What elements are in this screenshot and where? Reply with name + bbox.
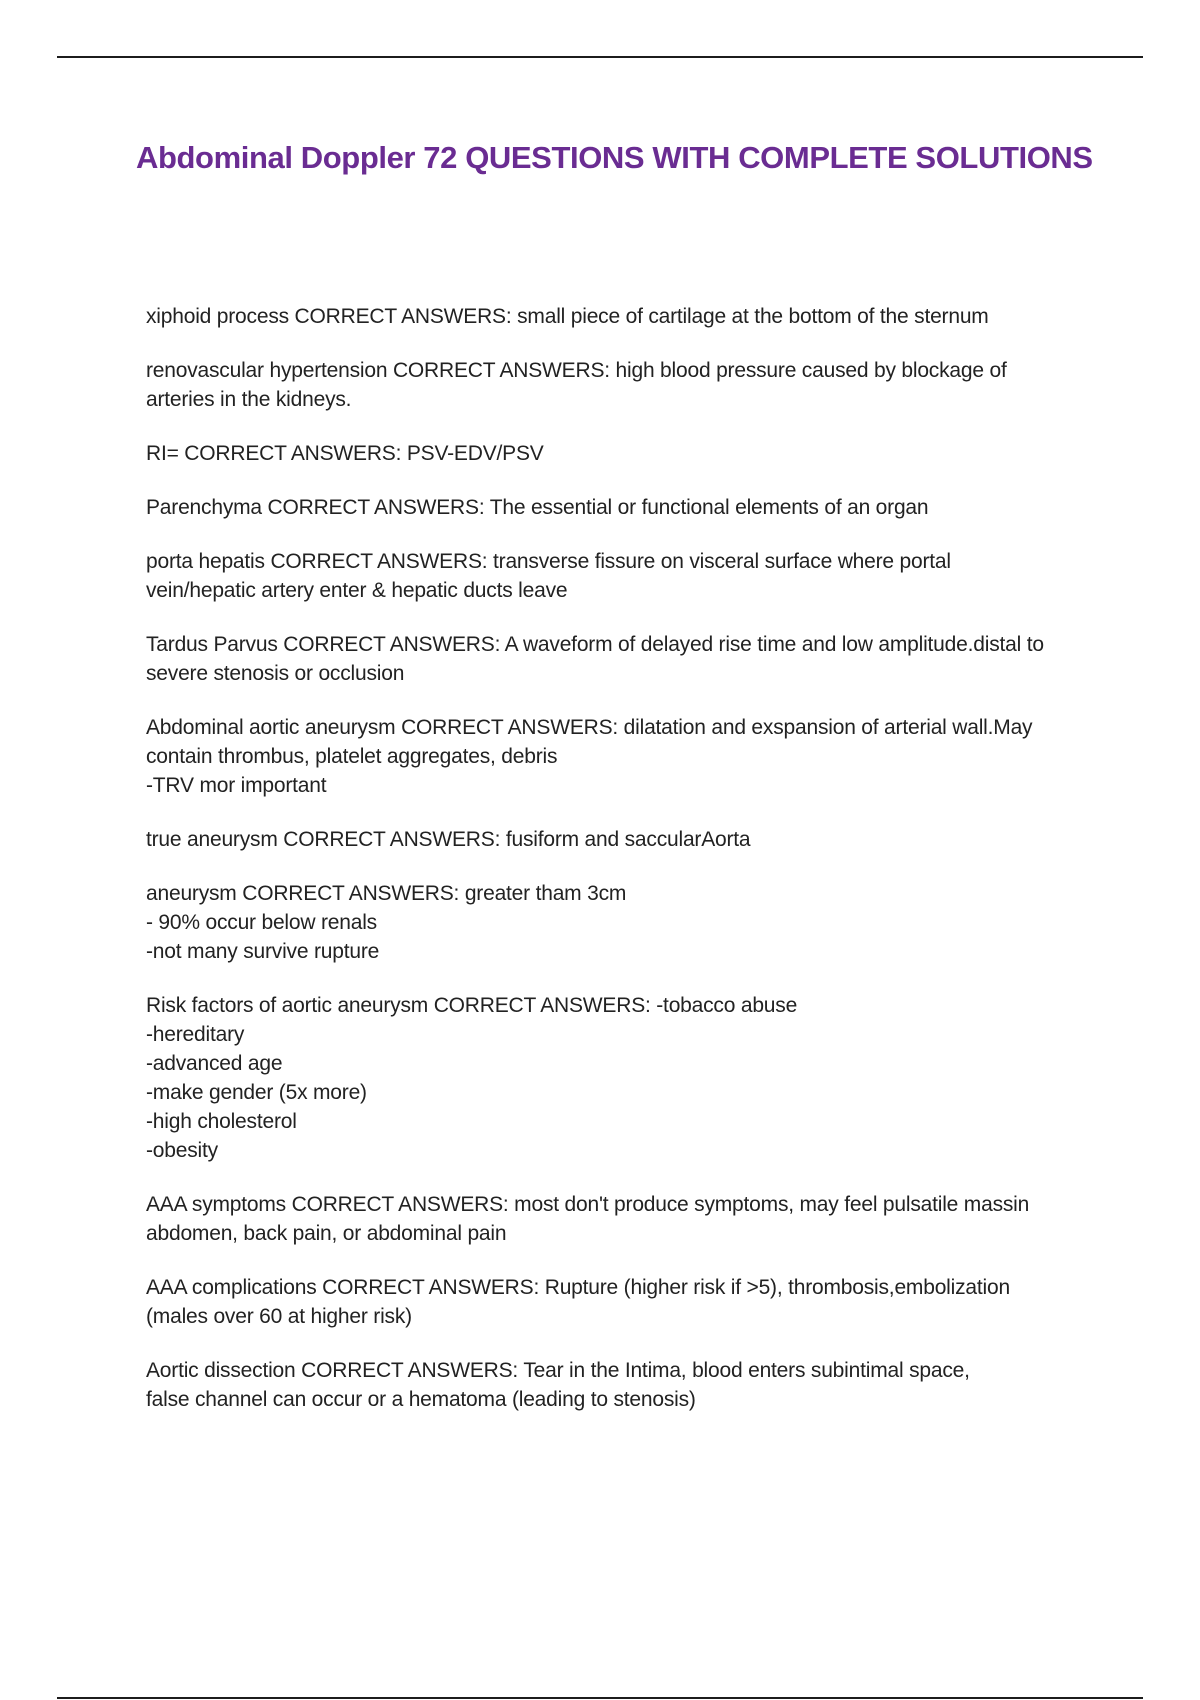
qa-entry-line: RI= CORRECT ANSWERS: PSV-EDV/PSV: [146, 442, 544, 465]
qa-entry-line: Aortic dissection CORRECT ANSWERS: Tear in the Intima, blood enters subintimal space,: [146, 1359, 970, 1382]
qa-entry: [146, 302, 1086, 331]
qa-entry: [146, 1356, 1086, 1414]
qa-entry-line: -advanced age: [146, 1052, 283, 1075]
qa-entry-line: renovascular hypertension CORRECT ANSWERS: high blood pressure caused by blockage of: [146, 359, 1007, 382]
qa-entry: [146, 1190, 1086, 1248]
qa-entry-line: -not many survive rupture: [146, 940, 380, 963]
qa-entry-line: AAA symptoms CORRECT ANSWERS: most don't produce symptoms, may feel pulsatile massin: [146, 1193, 1030, 1216]
qa-entry-line: -obesity: [146, 1139, 218, 1162]
qa-entry: [146, 1273, 1086, 1331]
qa-entry: [146, 493, 1086, 522]
qa-entry-line: arteries in the kidneys.: [146, 388, 352, 411]
bottom-rule: [57, 1697, 1143, 1699]
qa-list: [146, 302, 1086, 1439]
qa-entry-line: abdomen, back pain, or abdominal pain: [146, 1222, 507, 1245]
qa-entry: [146, 356, 1086, 414]
qa-entry-line: AAA complications CORRECT ANSWERS: Rupture (higher risk if >5), thrombosis,embolization: [146, 1276, 1010, 1299]
qa-entry: [146, 630, 1086, 688]
qa-entry: [146, 825, 1086, 854]
qa-entry-line: xiphoid process CORRECT ANSWERS: small piece of cartilage at the bottom of the sternum: [146, 305, 989, 328]
page-title: Abdominal Doppler 72 QUESTIONS WITH COMPLETE SOLUTIONS: [136, 140, 1093, 175]
top-rule: [57, 56, 1143, 58]
qa-entry-line: (males over 60 at higher risk): [146, 1305, 412, 1328]
qa-entry-line: Abdominal aortic aneurysm CORRECT ANSWERS: dilatation and exspansion of arterial wall.May: [146, 716, 1033, 739]
qa-entry-line: -high cholesterol: [146, 1110, 297, 1133]
qa-entry-line: contain thrombus, platelet aggregates, debris: [146, 745, 558, 768]
qa-entry-line: - 90% occur below renals: [146, 911, 377, 934]
qa-entry-line: -hereditary: [146, 1023, 245, 1046]
qa-entry-line: -make gender (5x more): [146, 1081, 367, 1104]
qa-entry: [146, 991, 1086, 1165]
qa-entry-line: severe stenosis or occlusion: [146, 662, 405, 685]
qa-entry-line: Tardus Parvus CORRECT ANSWERS: A waveform of delayed rise time and low amplitude.distal to: [146, 633, 1044, 656]
qa-entry-line: Risk factors of aortic aneurysm CORRECT ANSWERS: -tobacco abuse: [146, 994, 798, 1017]
qa-entry-line: true aneurysm CORRECT ANSWERS: fusiform and saccularAorta: [146, 828, 751, 851]
qa-entry-line: false channel can occur or a hematoma (leading to stenosis): [146, 1388, 696, 1411]
qa-entry: [146, 547, 1086, 605]
qa-entry-line: -TRV mor important: [146, 774, 327, 797]
qa-entry-line: aneurysm CORRECT ANSWERS: greater tham 3cm: [146, 882, 627, 905]
qa-entry: [146, 439, 1086, 468]
qa-entry-line: porta hepatis CORRECT ANSWERS: transverse fissure on visceral surface where portal: [146, 550, 951, 573]
qa-entry-line: Parenchyma CORRECT ANSWERS: The essential or functional elements of an organ: [146, 496, 929, 519]
qa-entry: [146, 879, 1086, 966]
qa-entry: [146, 713, 1086, 800]
qa-entry-line: vein/hepatic artery enter & hepatic ducts leave: [146, 579, 568, 602]
